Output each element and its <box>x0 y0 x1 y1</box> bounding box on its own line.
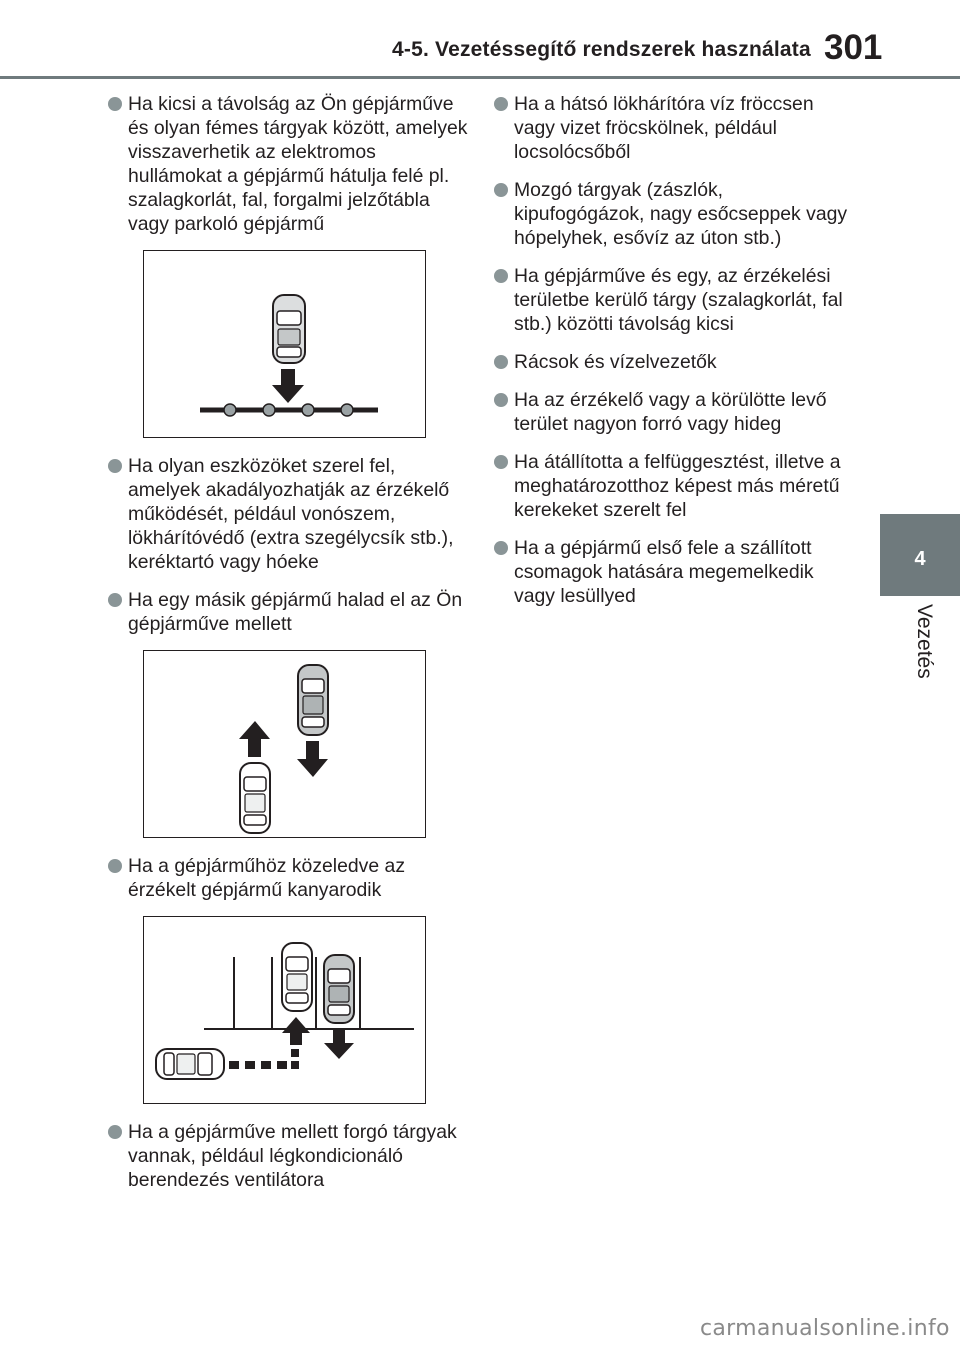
bullet-dot-icon <box>494 183 508 197</box>
guardrail-post <box>302 404 314 416</box>
bullet-dot-icon <box>108 859 122 873</box>
car-top-view-icon <box>298 665 328 735</box>
bullet-dot-icon <box>494 269 508 283</box>
bullet-dot-icon <box>494 455 508 469</box>
bullet-dot-icon <box>494 393 508 407</box>
list-item-text: Ha gépjárműve és egy, az érzékelési területbe kerülő tárgy (szalagkorlát, fal stb.) közötti távolság kicsi <box>514 265 843 335</box>
left-column <box>108 92 470 1206</box>
figure-turning-car <box>143 916 426 1104</box>
arrow-up-icon <box>239 721 270 757</box>
figure-guardrail <box>143 250 426 438</box>
list-item-text: Ha a gépjárműhöz közeledve az érzékelt gépjármű kanyarodik <box>128 855 406 901</box>
section-title: 4-5. Vezetéssegítő rendszerek használata <box>392 38 811 61</box>
list-item-text: Ha átállította a felfüggesztést, illetve a meghatározotthoz képest más méretű kerekeket szerelt fel <box>514 451 841 521</box>
bullet-dot-icon <box>108 1125 122 1139</box>
chapter-label: Vezetés <box>913 604 936 679</box>
list-item-text: Mozgó tárgyak (zászlók, kipufogógázok, nagy esőcseppek vagy hópelyhek, esővíz az úton stb.) <box>514 179 848 249</box>
list-item-text: Ha kicsi a távolság az Ön gépjárműve és olyan fémes tárgyak között, amelyek visszaverhetik az elektromos hullámokat a gépjármű hátulja felé pl. szalagkorlát, fal, forgalmi jelzőtábla vagy parkoló gépjármű <box>128 93 468 235</box>
chapter-tab <box>880 514 960 596</box>
car-reversing-toward-guardrail-illustration <box>144 251 427 439</box>
list-item <box>494 264 856 336</box>
list-item <box>494 388 856 436</box>
list-item-text: Ha egy másik gépjármű halad el az Ön gépjárműve mellett <box>128 589 463 635</box>
list-item-text: Ha a gépjárműve mellett forgó tárgyak vannak, például légkondicionáló berendezés ventilátora <box>128 1121 457 1191</box>
list-item-text: Ha a gépjármű első fele a szállított csomagok hatására megemelkedik vagy lesüllyed <box>514 537 814 607</box>
bullet-dot-icon <box>494 355 508 369</box>
list-item <box>494 450 856 522</box>
list-item <box>494 536 856 608</box>
car-turning-into-parking-illustration <box>144 917 427 1105</box>
list-item <box>494 350 856 374</box>
bullet-dot-icon <box>108 459 122 473</box>
list-item <box>108 454 470 574</box>
car-top-view-icon <box>156 1049 224 1079</box>
list-item <box>108 1120 470 1192</box>
car-top-view-icon <box>282 943 312 1011</box>
car-passing-alongside-illustration <box>144 651 427 839</box>
arrow-down-icon <box>324 1029 354 1059</box>
arrow-down-icon <box>272 369 304 403</box>
arrow-up-icon <box>282 1017 310 1045</box>
header-divider <box>0 76 960 79</box>
bullet-dot-icon <box>494 97 508 111</box>
list-item <box>108 92 470 236</box>
list-item-text: Ha olyan eszközöket szerel fel, amelyek akadályozhatják az érzékelő működését, például vonószem, lökhárítóvédő (extra szegélycsík stb.), keréktartó vagy hóeke <box>128 455 454 573</box>
list-item <box>108 588 470 636</box>
guardrail-post <box>224 404 236 416</box>
right-column <box>494 92 856 622</box>
bullet-dot-icon <box>494 541 508 555</box>
car-top-view-icon <box>273 295 305 363</box>
figure-passing-car <box>143 650 426 838</box>
page-number: 301 <box>824 28 883 67</box>
chapter-number: 4 <box>914 548 926 570</box>
bullet-dot-icon <box>108 97 122 111</box>
list-item-text: Ha a hátsó lökhárítóra víz fröccsen vagy vizet fröcskölnek, például locsolócsőből <box>514 93 814 163</box>
list-item <box>494 92 856 164</box>
bullet-dot-icon <box>108 593 122 607</box>
guardrail-post <box>341 404 353 416</box>
watermark[interactable]: carmanualsonline.info <box>700 1316 950 1341</box>
list-item <box>108 854 470 902</box>
list-item-text: Rácsok és vízelvezetők <box>514 351 717 373</box>
guardrail-post <box>263 404 275 416</box>
car-top-view-icon <box>324 955 354 1023</box>
car-top-view-icon <box>240 763 270 833</box>
dashed-path <box>229 1049 299 1069</box>
arrow-down-icon <box>297 741 328 777</box>
list-item-text: Ha az érzékelő vagy a körülötte levő terület nagyon forró vagy hideg <box>514 389 827 435</box>
list-item <box>494 178 856 250</box>
